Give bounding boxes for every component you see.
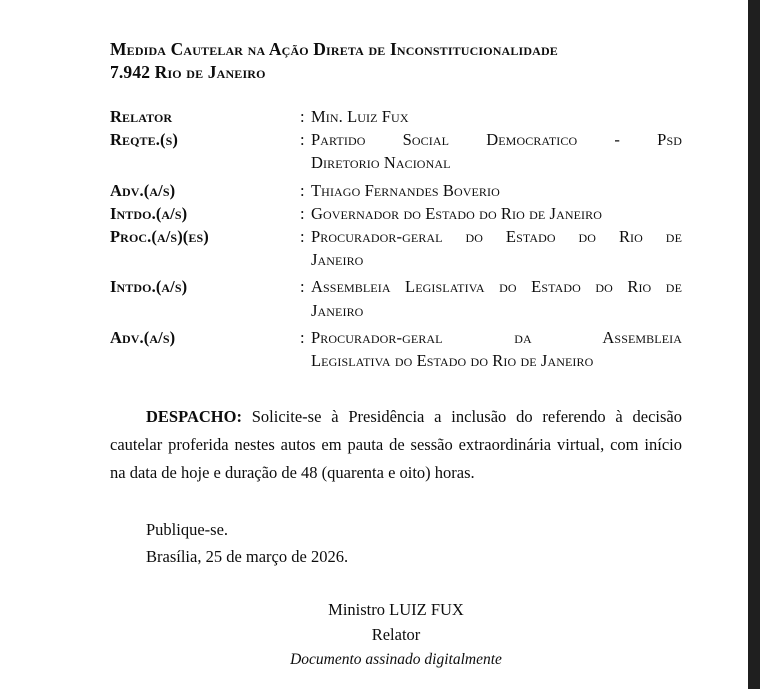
page-title-line-1: Medida Cautelar na Ação Direta de Inconstitucionalidade	[110, 39, 558, 59]
party-value-line: Janeiro	[311, 300, 364, 320]
party-colon: :	[300, 277, 305, 297]
party-value-relator: Min. Luiz Fux	[311, 107, 409, 126]
signature-role: Relator	[371, 625, 421, 645]
party-label-adv-1: Adv.(a/s)	[110, 180, 176, 200]
document-body	[110, 0, 682, 672]
page-title	[110, 38, 682, 84]
parties-table-body	[110, 105, 682, 372]
party-value-line: Partido Social Democratico - Psd	[311, 130, 682, 150]
signature-digital-note: Documento assinado digitalmente	[290, 651, 502, 669]
party-colon: :	[300, 203, 305, 223]
table-row	[110, 175, 682, 202]
signature-block	[110, 597, 682, 672]
party-value-line: Legislativa do Estado do Rio de Janeiro	[311, 351, 594, 371]
page-title-line-2: 7.942 Rio de Janeiro	[110, 62, 266, 82]
despacho-paragraph	[110, 403, 682, 487]
despacho-keyword: DESPACHO:	[146, 407, 242, 427]
party-label-intdo-2: Intdo.(a/s)	[110, 277, 188, 297]
party-value-line: Procurador-geral da Assembleia	[311, 327, 682, 347]
closing-date: Brasília, 25 de março de 2026.	[146, 546, 349, 566]
party-value-adv-2	[309, 322, 682, 372]
party-value-intdo-2	[309, 271, 682, 321]
party-colon: :	[300, 180, 305, 200]
despacho-text: Solicite-se à Presidência a inclusão do referendo à decisão cautelar proferida nestes autos em pauta de sessão extraordinária virtual, com início na data de hoje e duração de 48 (quarenta e oito) horas.	[110, 407, 682, 483]
party-label-intdo-1: Intdo.(a/s)	[110, 203, 188, 223]
party-value-reqte	[309, 128, 682, 174]
table-row	[110, 322, 682, 372]
table-row	[110, 271, 682, 321]
closing-block	[110, 517, 682, 570]
party-label-proc: Proc.(a/s)(es)	[110, 227, 209, 247]
party-label-adv-2: Adv.(a/s)	[110, 327, 176, 347]
table-row	[110, 225, 682, 271]
party-value-intdo-1: Governador do Estado do Rio de Janeiro	[311, 203, 602, 223]
signature-name: Ministro LUIZ FUX	[328, 600, 464, 620]
party-value-line: Assembleia Legislativa do Estado do Rio de	[311, 277, 682, 297]
closing-publique: Publique-se.	[146, 520, 229, 540]
party-value-line: Janeiro	[311, 250, 364, 270]
party-label-relator: Relator	[110, 107, 173, 126]
party-value-line: Procurador-geral do Estado do Rio de	[311, 227, 682, 247]
party-label-reqte: Reqte.(s)	[110, 130, 178, 150]
party-colon: :	[300, 327, 305, 347]
party-colon: :	[300, 227, 305, 247]
parties-table	[110, 105, 682, 372]
party-value-line: Diretorio Nacional	[311, 153, 451, 173]
table-row	[110, 128, 682, 174]
party-colon: :	[300, 130, 305, 150]
party-value-adv-1: Thiago Fernandes Boverio	[311, 180, 500, 200]
right-edge-strip	[748, 0, 760, 689]
party-colon: :	[300, 107, 305, 126]
table-row	[110, 202, 682, 225]
table-row	[110, 105, 682, 128]
party-value-proc	[309, 225, 682, 271]
